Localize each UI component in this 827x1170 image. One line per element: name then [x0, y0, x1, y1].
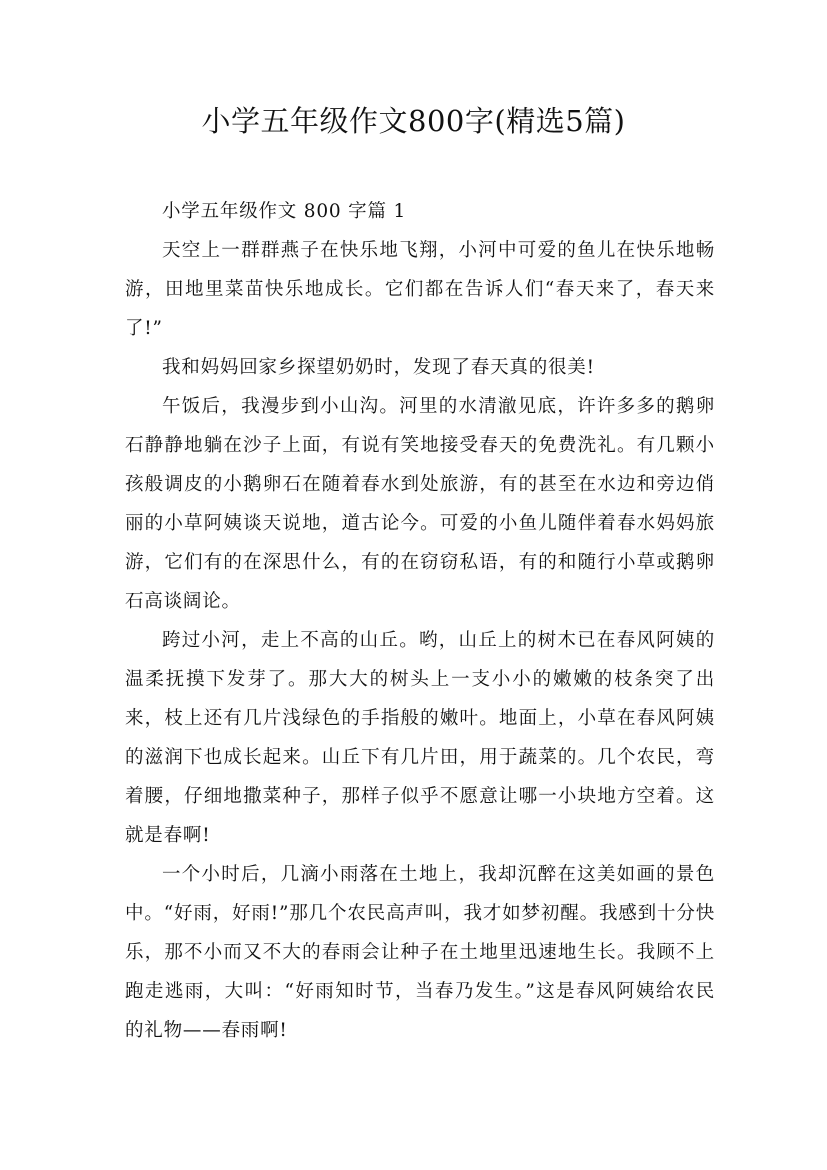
document-title: 小学五年级作文800字(精选5篇): [201, 104, 626, 138]
paragraph-4: 跨过小河，走上不高的山丘。哟，山丘上的树木已在春风阿姨的温柔抚摸下发芽了。那大大的树头上一支小小的嫩嫩的枝条突了出来，枝上还有几片浅绿色的手指般的嫩叶。地面上，小草在春风阿姨的滋润下也成长起来。山丘下有几片田，用于蔬菜的。几个农民，弯着腰，仔细地撒菜种子，那样子似乎不愿意让哪一小块地方空着。这就是春啊!: [125, 630, 715, 846]
paragraph-3: 午饭后，我漫步到小山沟。河里的水清澈见底，许许多多的鹅卵石静静地躺在沙子上面，有说有笑地接受春天的免费洗礼。有几颗小孩般调皮的小鹅卵石在随着春水到处旅游，有的甚至在水边和旁边俏丽的小草阿姨谈天说地，道古论今。可爱的小鱼儿随伴着春水妈妈旅游，它们有的在深思什么，有的在窃窃私语，有的和随行小草或鹅卵石高谈阔论。: [125, 396, 715, 612]
document-body: [125, 192, 715, 1050]
paragraph-2: 我和妈妈回家乡探望奶奶时，发现了春天真的很美!: [162, 357, 595, 378]
section-heading: 小学五年级作文 800 字篇 1: [162, 201, 407, 222]
paragraph-5: 一个小时后，几滴小雨落在土地上，我却沉醉在这美如画的景色中。“好雨，好雨!”那几个农民高声叫，我才如梦初醒。我感到十分快乐，那不小而又不大的春雨会让种子在土地里迅速地生长。我顾不上跑走逃雨，大叫：“好雨知时节，当春乃发生。”这是春风阿姨给农民的礼物——春雨啊!: [125, 864, 715, 1041]
paragraph-1: 天空上一群群燕子在快乐地飞翔，小河中可爱的鱼儿在快乐地畅游，田地里菜苗快乐地成长。它们都在告诉人们“春天来了，春天来了!”: [125, 240, 715, 339]
